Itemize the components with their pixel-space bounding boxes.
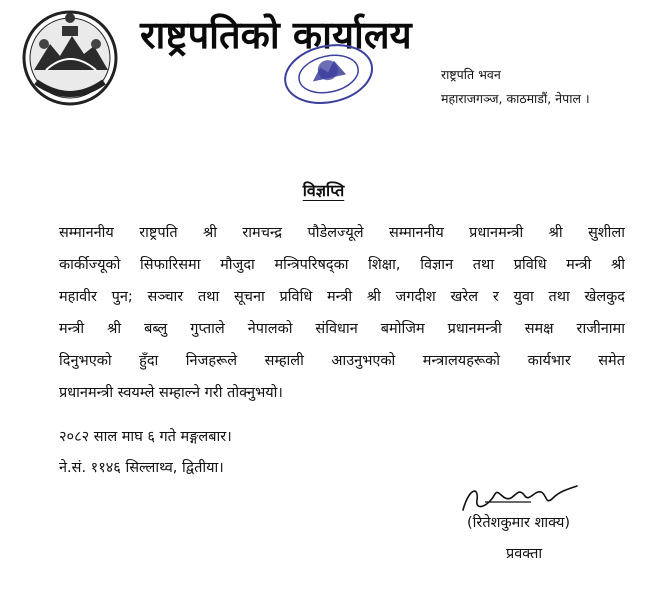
- notice-body-line: दिनुभएको हुँदा निजहरूले सम्हाली आउनुभएको मन्त्रालयहरूको कार्यभार समेत: [59, 353, 625, 369]
- date-bikram-sambat: २०८२ साल माघ ६ गते मङ्गलबार।: [59, 429, 232, 445]
- office-address: [441, 63, 590, 111]
- notice-body-line: महावीर पुन; सञ्चार तथा सूचना प्रविधि मन्त्री श्री जगदीश खरेल र युवा तथा खेलकुद: [59, 289, 625, 305]
- address-line-location: महाराजगञ्ज, काठमाडौं, नेपाल ।: [441, 91, 590, 106]
- office-title: राष्ट्रपतिको कार्यालय: [140, 12, 412, 57]
- notice-body-line: कार्कीज्यूको सिफारिसमा मौजुदा मन्त्रिपरिषद्का शिक्षा, विज्ञान तथा प्रविधि मन्त्री श्री: [59, 257, 625, 273]
- notice-heading-text: विज्ञप्ति: [302, 181, 345, 200]
- nepal-emblem-icon: [14, 8, 126, 108]
- notice-body-line: मन्त्री श्री बब्लु गुप्ताले नेपालको संविधान बमोजिम प्रधानमन्त्री समक्ष राजीनामा: [59, 321, 625, 337]
- office-seal-icon: [274, 36, 384, 116]
- notice-body-line: सम्माननीय राष्ट्रपति श्री रामचन्द्र पौडेलज्यूले सम्माननीय प्रधानमन्त्री श्री सुशीला: [59, 225, 625, 241]
- notice-body-line: प्रधानमन्त्री स्वयम्ले सम्हाल्ने गरी तोक्नुभयो।: [59, 385, 283, 401]
- signatory-title: प्रवक्ता: [506, 546, 543, 562]
- date-nepal-sambat: ने.सं. ११४६ सिल्लाथ्व, द्वितीया।: [59, 460, 224, 476]
- notice-heading: [0, 179, 647, 201]
- notice-body: [59, 217, 625, 409]
- signatory-name: (रितेशकुमार शाक्य): [467, 515, 571, 531]
- address-line-building: राष्ट्रपति भवन: [441, 67, 501, 82]
